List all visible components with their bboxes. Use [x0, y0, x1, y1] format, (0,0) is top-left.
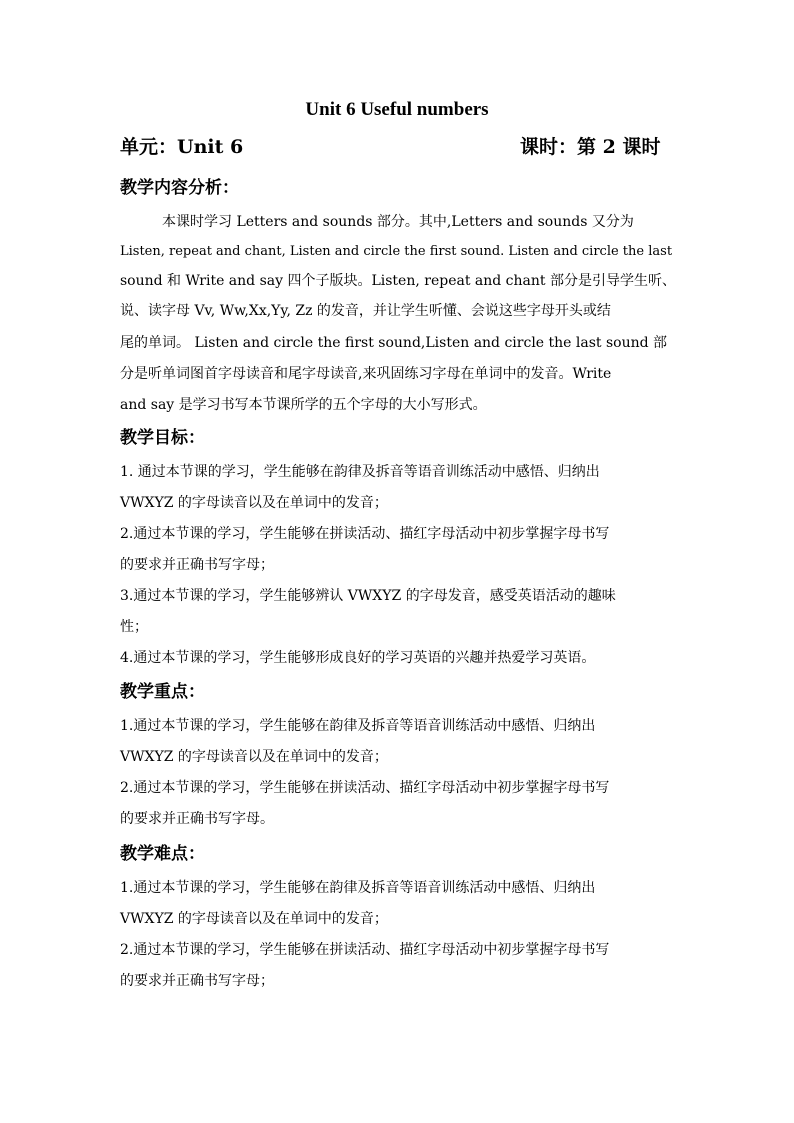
difficulties-line-4: 的要求并正确书写字母；: [120, 973, 274, 989]
objectives-line-1: 1. 通过本节课的学习，学生能够在韵律及拆音等语音训练活动中感悟、归纳出: [120, 464, 600, 480]
content-analysis-heading: 教学内容分析：: [120, 178, 239, 198]
content-line-5: 尾的单词。 Listen and circle the first sound,Listen and circle the last sound 部: [120, 335, 668, 351]
difficulties-line-3: 2.通过本节课的学习，学生能够在拼读活动、描红字母活动中初步掌握字母书写: [120, 942, 610, 958]
content-line-7: and say 是学习书写本节课所学的五个字母的大小写形式。: [120, 397, 487, 413]
key-points-line-4: 的要求并正确书写字母。: [120, 811, 274, 827]
objectives-heading: 教学目标：: [120, 428, 205, 448]
content-line-3: sound 和 Write and say 四个子版块。Listen, repeat and chant 部分是引导学生听、: [120, 273, 676, 289]
difficulties-line-2: VWXYZ 的字母读音以及在单词中的发音；: [120, 911, 388, 927]
objectives-line-7: 4.通过本节课的学习，学生能够形成良好的学习英语的兴趣并热爱学习英语。: [120, 650, 596, 666]
lesson-label: 课时：第 2 课时: [520, 136, 661, 158]
objectives-line-5: 3.通过本节课的学习，学生能够辨认 VWXYZ 的字母发音，感受英语活动的趣味: [120, 588, 616, 604]
page-title: Unit 6 Useful numbers: [305, 99, 489, 120]
objectives-line-6: 性；: [120, 619, 148, 635]
key-points-line-2: VWXYZ 的字母读音以及在单词中的发音；: [120, 749, 388, 765]
objectives-line-4: 的要求并正确书写字母；: [120, 557, 274, 573]
content-line-4: 说、读字母 Vv, Ww,Xx,Yy, Zz 的发音，并让学生听懂、会说这些字母开头或结: [120, 303, 611, 319]
difficulties-line-1: 1.通过本节课的学习，学生能够在韵律及拆音等语音训练活动中感悟、归纳出: [120, 880, 596, 896]
content-line-2: Listen, repeat and chant, Listen and circle the first sound. Listen and circle the last: [120, 244, 673, 259]
key-points-line-3: 2.通过本节课的学习，学生能够在拼读活动、描红字母活动中初步掌握字母书写: [120, 780, 610, 796]
objectives-line-2: VWXYZ 的字母读音以及在单词中的发音；: [120, 495, 388, 511]
unit-label: 单元：Unit 6: [120, 136, 244, 158]
objectives-line-3: 2.通过本节课的学习，学生能够在拼读活动、描红字母活动中初步掌握字母书写: [120, 526, 610, 542]
key-points-line-1: 1.通过本节课的学习，学生能够在韵律及拆音等语音训练活动中感悟、归纳出: [120, 718, 596, 734]
difficulties-heading: 教学难点：: [120, 844, 205, 864]
key-points-heading: 教学重点：: [120, 682, 205, 702]
content-line-6: 分是听单词图首字母读音和尾字母读音,来巩固练习字母在单词中的发音。Write: [120, 366, 612, 382]
content-line-1: 本课时学习 Letters and sounds 部分。其中,Letters and sounds 又分为: [162, 214, 634, 230]
